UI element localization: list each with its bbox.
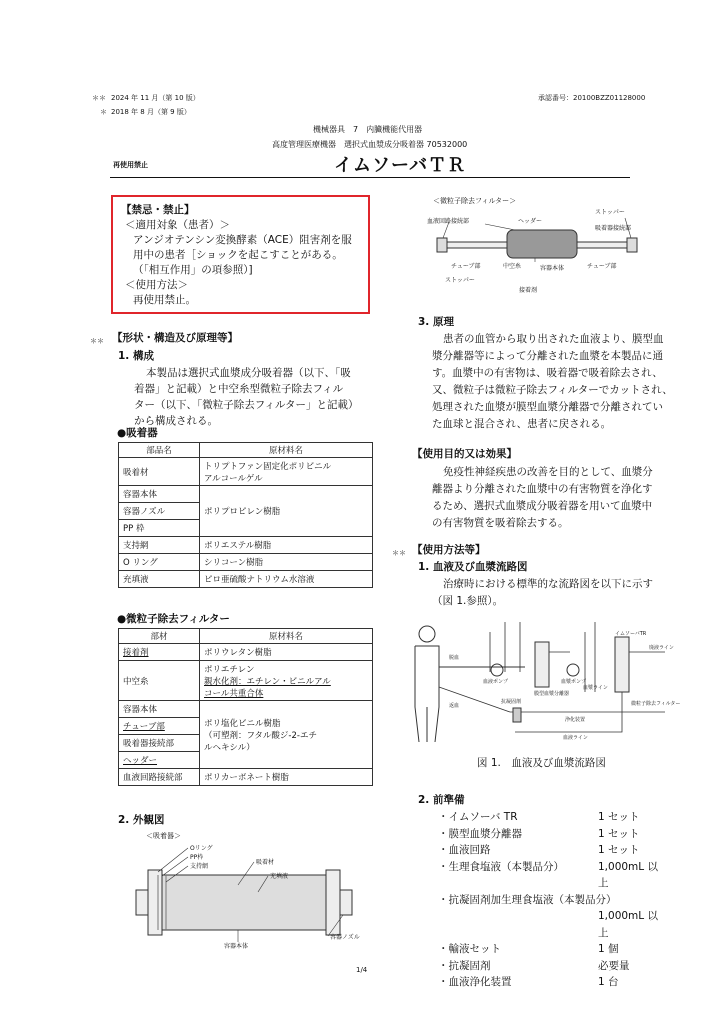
method-line: 再使用禁止。 [133, 294, 196, 306]
item-name: ・膜型血漿分離器 [438, 827, 522, 840]
cell-line: （可塑剤：フタル酸ジ-2-エチ [204, 730, 317, 741]
flow-diagram [405, 612, 685, 747]
usage-heading: 【使用方法等】 [412, 544, 486, 556]
label-stopper-top: ストッパー [595, 209, 625, 216]
reuse-prohibited: 再使用禁止 [113, 161, 148, 169]
label-adsorber: イムソーバTR [615, 631, 647, 637]
list-item [438, 842, 660, 859]
structure-heading: 【形状・構造及び原理等】 [112, 332, 238, 344]
table-cell: 血液回路接続部 [119, 769, 200, 786]
list-item [438, 859, 660, 892]
item-name: ・抗凝固剤 [438, 959, 491, 972]
figure-caption: 図 1. 血液及び血漿流路図 [477, 757, 606, 769]
table-cell: 容器本体 [119, 701, 200, 718]
label-header: ヘッダー [518, 218, 543, 225]
table-header: 原材料名 [200, 629, 373, 644]
label-drain-line: 廃液ライン [649, 645, 674, 651]
table-cell: 接着剤 [119, 644, 200, 661]
cell-line: ポリ塩化ビニル樹脂 [204, 718, 281, 729]
label-o-ring: Oリング [190, 845, 213, 852]
table-cell: 吸着材 [119, 458, 200, 486]
table-cell: 充填液 [119, 571, 200, 588]
label-tube-left: チューブ部 [451, 263, 481, 270]
table-cell [200, 458, 373, 486]
filter-materials-table [118, 628, 373, 786]
product-title: イムソーバＴＲ [334, 155, 467, 176]
classification-line-2: 高度管理医療機器 選択式血漿成分吸着器 70532000 [272, 140, 468, 149]
label-plasma-pump: 血漿ポンプ [561, 679, 587, 685]
figure-title: ＜微粒子除去フィルター＞ [433, 197, 517, 205]
method-subheading: ＜使用方法＞ [125, 279, 188, 291]
item-qty: 必要量 [598, 959, 630, 972]
composition-text: から構成される。 [134, 415, 218, 427]
principle-text: た血球と混合され、患者に戻される。 [432, 418, 612, 430]
label-anticoagulant: 抗凝固剤 [501, 699, 522, 705]
purpose-heading: 【使用目的又は効果】 [412, 448, 517, 460]
contraindication-heading: 【禁忌・禁止】 [121, 204, 195, 216]
item-name: ・生理食塩液（本製品分） [438, 860, 564, 873]
revision-mark: ＊＊ [90, 337, 104, 345]
filter-figure [425, 197, 655, 300]
table-header: 原材料名 [200, 443, 373, 458]
label-container-nozzle: 容器ノズル [330, 934, 360, 941]
cell-line: ルヘキシル） [204, 742, 255, 753]
contraindication-line: 用中の患者［ショックを起こすことがある。 [133, 249, 343, 261]
revision-mark-2: ＊ [100, 108, 107, 116]
label-support-mesh: 支持網 [190, 863, 209, 870]
table-cell: 容器ノズル [119, 503, 200, 520]
item-name: ・血液浄化装置 [438, 976, 512, 988]
target-subheading: ＜適用対象（患者）＞ [125, 219, 230, 231]
list-item [438, 941, 660, 958]
label-blood-out: 脱血 [449, 655, 460, 661]
table-cell: 吸着器接続部 [119, 735, 200, 752]
label-hollow-fiber: 中空糸 [503, 263, 522, 270]
table-cell: シリコーン樹脂 [200, 554, 373, 571]
principle-text: 患者の血管から取り出された血液より、膜型血 [443, 333, 664, 345]
adsorber-table-title: ●吸着器 [117, 427, 158, 439]
item-qty: 1 個 [598, 943, 619, 955]
header-rule [110, 177, 630, 178]
section-principle: 3. 原理 [418, 316, 454, 328]
flow-text: 治療時における標準的な流路図を以下に示す [443, 578, 653, 590]
revision-date-1: 2024 年 11 月（第 10 版） [111, 94, 200, 102]
table-cell: ポリエステル樹脂 [200, 537, 373, 554]
item-name: ・抗凝固剤加生理食塩液（本製品分） [438, 893, 617, 906]
page-number: 1/4 [356, 966, 368, 974]
item-name: ・イムソーバ TR [438, 811, 518, 823]
label-adsorber-connector: 吸着器接続部 [595, 225, 632, 232]
revision-mark-1: ＊＊ [92, 94, 106, 102]
section-composition: 1. 構成 [118, 350, 154, 362]
table-cell: 支持網 [119, 537, 200, 554]
item-qty: 1 セット [598, 844, 640, 856]
label-circuit-connector: 血液回路接続部 [427, 218, 470, 225]
section-flow: 1. 血液及び血漿流路図 [418, 561, 528, 573]
table-cell [200, 661, 373, 701]
list-item [438, 974, 660, 991]
revision-mark: ＊＊ [392, 549, 406, 557]
cell-line: 親水化剤：エチレン・ビニルアル [204, 676, 331, 687]
label-container-body: 容器本体 [540, 265, 565, 272]
table-cell: PP 枠 [119, 520, 200, 537]
item-qty: 1,000mL 以上 [598, 910, 658, 939]
list-item [438, 809, 660, 826]
table-cell: 容器本体 [119, 486, 200, 503]
table-cell: チューブ部 [119, 718, 200, 735]
label-blood-line: 血液ライン [563, 735, 588, 741]
table-cell: ポリウレタン樹脂 [200, 644, 373, 661]
principle-text: 又、微粒子は微粒子除去フィルターでカットされ、 [432, 384, 673, 396]
item-qty: 1 セット [598, 827, 640, 840]
composition-text: 着器」と記載）と中空糸型微粒子除去フィル [134, 383, 344, 395]
contraindication-line: （「相互作用」の項参照）] [133, 264, 253, 276]
table-header: 部材 [119, 629, 200, 644]
purpose-text: の有害物質を吸着除去する。 [432, 517, 569, 529]
figure-title: ＜吸着器＞ [146, 832, 181, 840]
approval-number: 承認番号：20100BZZ01128000 [538, 94, 646, 102]
cell-line: トリプトファン固定化ポリビニル [204, 461, 332, 472]
classification-line-1: 機械器具 7 内臓機能代用器 [313, 125, 423, 134]
filter-table-title: ●微粒子除去フィルター [117, 613, 230, 625]
flow-text: （図 1.参照）。 [432, 595, 504, 607]
item-qty: 1 台 [598, 976, 619, 988]
label-fill-liquid: 充填液 [270, 873, 289, 880]
cell-line: コール共重合体 [204, 688, 264, 699]
table-cell: O リング [119, 554, 200, 571]
label-plasma-line: 血漿ライン [583, 685, 608, 691]
cell-line: ポリエチレン [204, 664, 255, 675]
label-stopper-bottom: ストッパー [445, 277, 475, 284]
composition-text: 本製品は選択式血漿成分吸着器（以下、「吸 [146, 367, 351, 379]
label-filter: 微粒子除去フィルター [631, 701, 681, 707]
table-cell: ヘッダー [119, 752, 200, 769]
section-preparation: 2. 前準備 [418, 794, 465, 806]
label-separator: 膜型血漿分離器 [534, 691, 570, 697]
preparation-list [438, 809, 660, 991]
label-tube-right: チューブ部 [587, 263, 617, 270]
list-item [438, 826, 660, 843]
label-adsorbent: 吸着材 [256, 859, 275, 866]
table-cell: ポリカーボネート樹脂 [200, 769, 373, 786]
principle-text: 処理された血漿が膜型血漿分離器で分離されてい [432, 401, 663, 413]
label-cleaner: 浄化装置 [565, 717, 586, 723]
label-adhesive: 接着剤 [519, 287, 538, 294]
label-pp-frame: PP枠 [190, 854, 204, 861]
contraindication-box [111, 195, 370, 314]
list-item [438, 892, 660, 909]
table-cell: ピロ亜硫酸ナトリウム水溶液 [200, 571, 373, 588]
purpose-text: 離器より分離された血漿中の有害物質を浄化す [432, 483, 653, 495]
revision-date-2: 2018 年 8 月（第 9 版） [111, 108, 191, 116]
item-qty: 1 セット [598, 811, 640, 823]
label-return: 返血 [449, 703, 460, 709]
item-name: ・輸液セット [438, 943, 501, 955]
purpose-text: るため、選択式血漿成分吸着器を用いて血漿中 [432, 500, 653, 512]
label-blood-pump: 血液ポンプ [483, 679, 509, 685]
list-item [438, 908, 660, 941]
table-cell: 中空糸 [119, 661, 200, 701]
cell-line: アルコールゲル [204, 473, 263, 484]
table-cell [200, 701, 373, 769]
label-container-body: 容器本体 [224, 943, 249, 950]
purpose-text: 免疫性神経疾患の改善を目的として、血漿分 [443, 466, 653, 478]
section-appearance: 2. 外観図 [118, 814, 165, 826]
contraindication-line: アンジオテンシン変換酵素（ACE）阻害剤を服 [133, 234, 352, 246]
adsorber-figure [118, 830, 373, 955]
table-cell: ポリプロピレン樹脂 [200, 486, 373, 537]
principle-text: 漿分離器等によって分離された血漿を本製品に通 [432, 350, 663, 362]
table-header: 部品名 [119, 443, 200, 458]
list-item [438, 958, 660, 975]
principle-text: す。血漿中の有害物は、吸着器で吸着除去され、 [432, 367, 663, 379]
adsorber-materials-table [118, 442, 373, 588]
item-name: ・血液回路 [438, 844, 491, 856]
item-qty: 1,000mL 以上 [598, 860, 658, 889]
composition-text: ター（以下、「微粒子除去フィルター」と記載） [134, 399, 359, 411]
